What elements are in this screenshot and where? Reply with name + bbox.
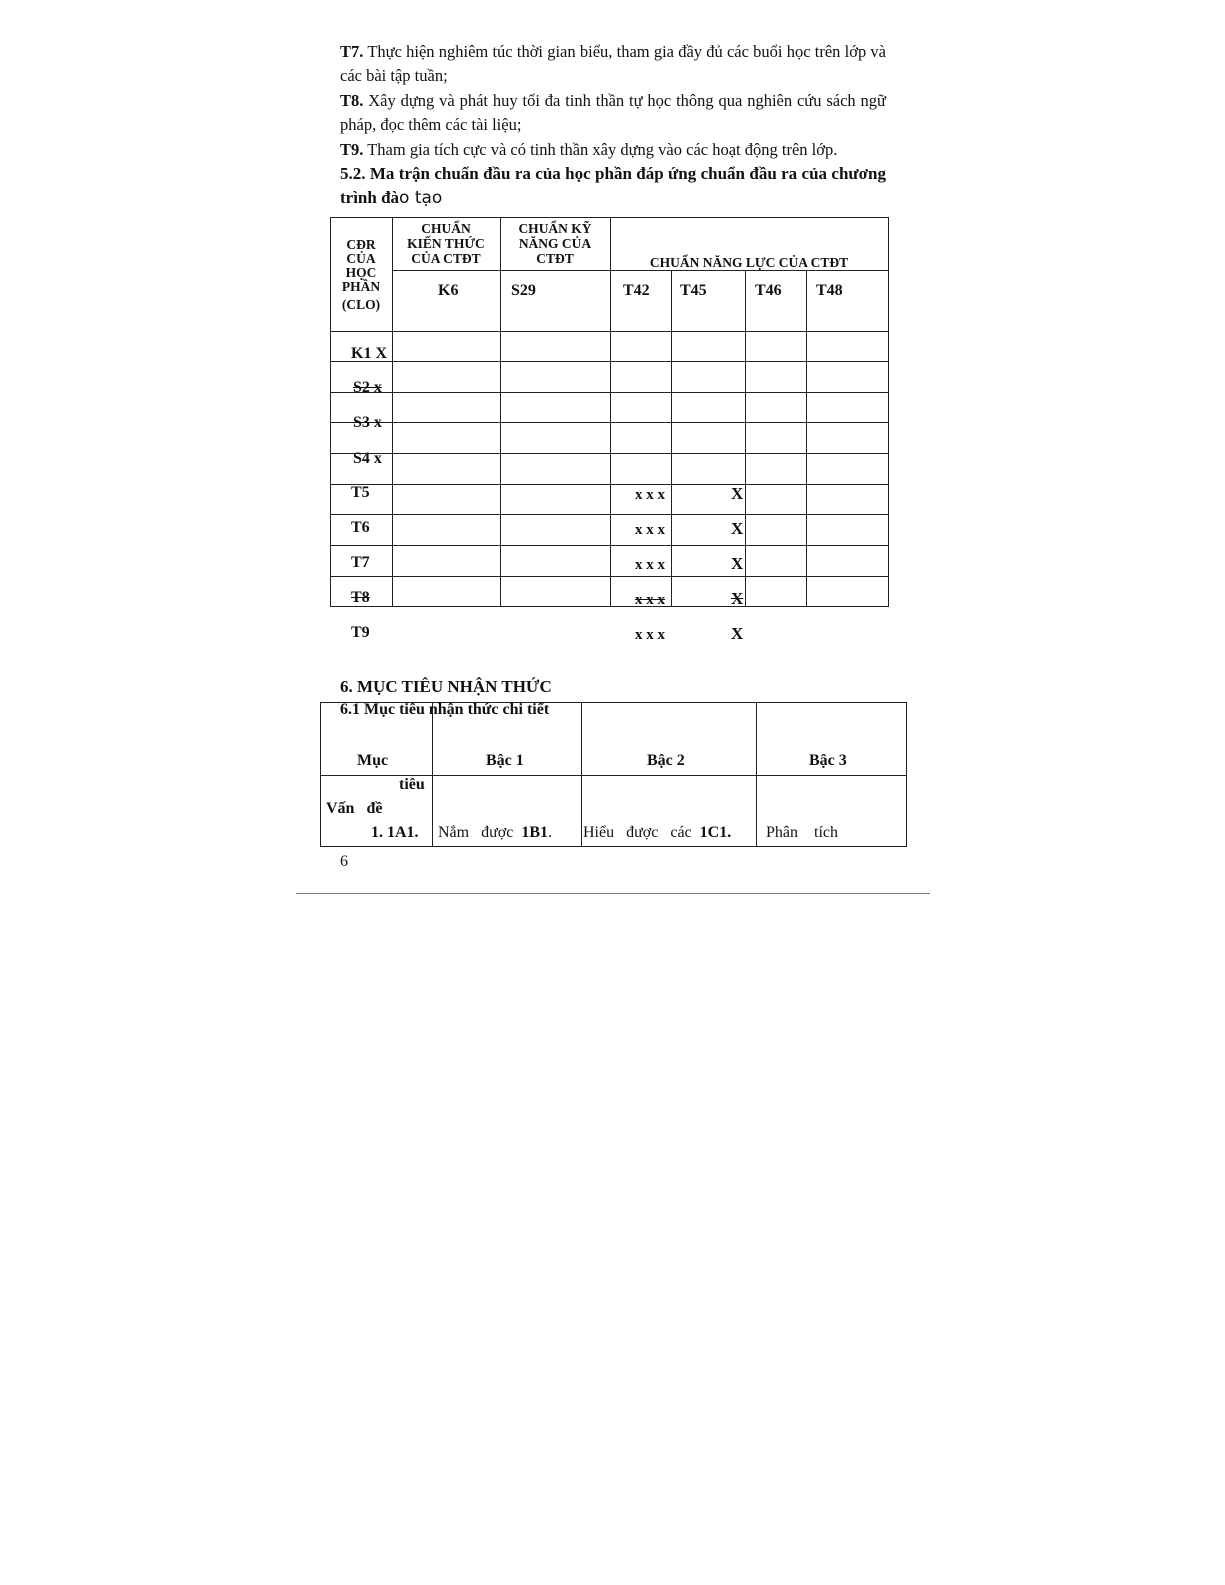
header-line: CHUẨN (421, 221, 471, 236)
cell-text: Hiểu được các (583, 824, 700, 841)
section-6-heading: 6. MỤC TIÊU NHẬN THỨC (340, 677, 552, 696)
header-line: NĂNG CỦA (518, 236, 592, 251)
header-skills (505, 221, 605, 266)
section-5-2-heading (340, 162, 886, 210)
header-line: PHẦN (341, 279, 381, 294)
page-bottom-rule (296, 893, 930, 894)
mark-t8-t45: X (731, 589, 744, 608)
mark-t7-t45: X (731, 554, 744, 573)
paragraph-t9 (340, 138, 886, 162)
header-line: CĐR (346, 237, 376, 252)
paragraph-t8 (340, 89, 886, 137)
mark-t5-t45: X (731, 484, 744, 503)
cell-bac3-text: Phân tích (766, 824, 838, 841)
row-label-t5: T5 (351, 484, 370, 501)
mark-t9-t45: X (731, 624, 744, 643)
paragraph-text: Thực hiện nghiêm túc thời gian biểu, tham gia đầy đủ các buổi học trên lớp và các bài tập tuần; (340, 42, 886, 85)
row-label-t9: T9 (351, 624, 370, 641)
subheader-t46: T46 (755, 282, 782, 299)
cell-code: 1C1. (699, 824, 732, 841)
cell-bac1-text (438, 824, 552, 842)
row-label-s2: S2 x (353, 379, 382, 396)
paragraph-text: Xây dựng và phát huy tối đa tinh thần tự học thông qua nghiên cứu sách ngữ pháp, đọc thêm các tài liệu; (340, 91, 886, 134)
page-number: 6 (340, 853, 348, 870)
row-label-s4: S4 x (353, 450, 382, 467)
mark-t8-t42: x x x (635, 592, 665, 608)
header-line: CỦA (346, 251, 376, 266)
row-label-t6: T6 (351, 519, 370, 536)
cell-tail: . (548, 824, 553, 841)
header-line: CỦA CTĐT (411, 251, 481, 266)
col-header-bac2: Bậc 2 (647, 752, 685, 769)
header-line: HỌC (345, 265, 377, 280)
paragraph-t7 (340, 40, 886, 88)
col-header-bac3: Bậc 3 (809, 752, 847, 769)
row-label-t8: T8 (351, 589, 370, 606)
row-label-k1: K1 X (351, 345, 387, 362)
row-label-t7: T7 (351, 554, 370, 571)
header-line: CTĐT (536, 251, 574, 266)
header-line: CHUẨN KỸ (518, 221, 592, 236)
header-line: KIẾN THỨC (407, 236, 485, 251)
cell-1a1: 1. 1A1. (371, 824, 419, 841)
cell-text: Nắm được (438, 824, 522, 841)
paragraph-code: T8. (340, 91, 364, 110)
cell-bac2-text (583, 824, 731, 842)
col-header-bac1: Bậc 1 (486, 752, 524, 769)
subheader-t48: T48 (816, 282, 843, 299)
cell-code: 1B1 (521, 824, 549, 841)
subheader-k6: K6 (438, 282, 459, 299)
header-clo (332, 238, 390, 312)
cell-van-de: Vấn đề (326, 800, 383, 817)
header-line: (CLO) (341, 297, 381, 312)
paragraph-code: T9. (340, 140, 364, 159)
mark-t6-t45: X (731, 519, 744, 538)
mark-t5-t42: x x x (635, 487, 665, 503)
heading-tail: o tạo (399, 188, 443, 208)
paragraph-code: T7. (340, 42, 364, 61)
subheader-t42: T42 (623, 282, 650, 299)
row-label-s3: S3 x (353, 414, 382, 431)
mark-t7-t42: x x x (635, 557, 665, 573)
heading-text: 5.2. Ma trận chuẩn đầu ra của học phần đáp ứng chuẩn đầu ra của chương trình đà (340, 164, 886, 207)
header-knowledge (392, 221, 500, 266)
col-header-muc: Mục (357, 752, 389, 769)
cell-muc-tieu: tiêu (399, 776, 425, 793)
mark-t6-t42: x x x (635, 522, 665, 538)
section-6-1-subheading: 6.1 Mục tiêu nhận thức chi tiết (340, 701, 550, 718)
mark-t9-t42: x x x (635, 627, 665, 643)
subheader-t45: T45 (680, 282, 707, 299)
paragraph-text: Tham gia tích cực và có tinh thần xây dựng vào các hoạt động trên lớp. (363, 140, 838, 159)
subheader-s29: S29 (511, 282, 536, 299)
header-competency: CHUẨN NĂNG LỰC CỦA CTĐT (649, 255, 849, 270)
